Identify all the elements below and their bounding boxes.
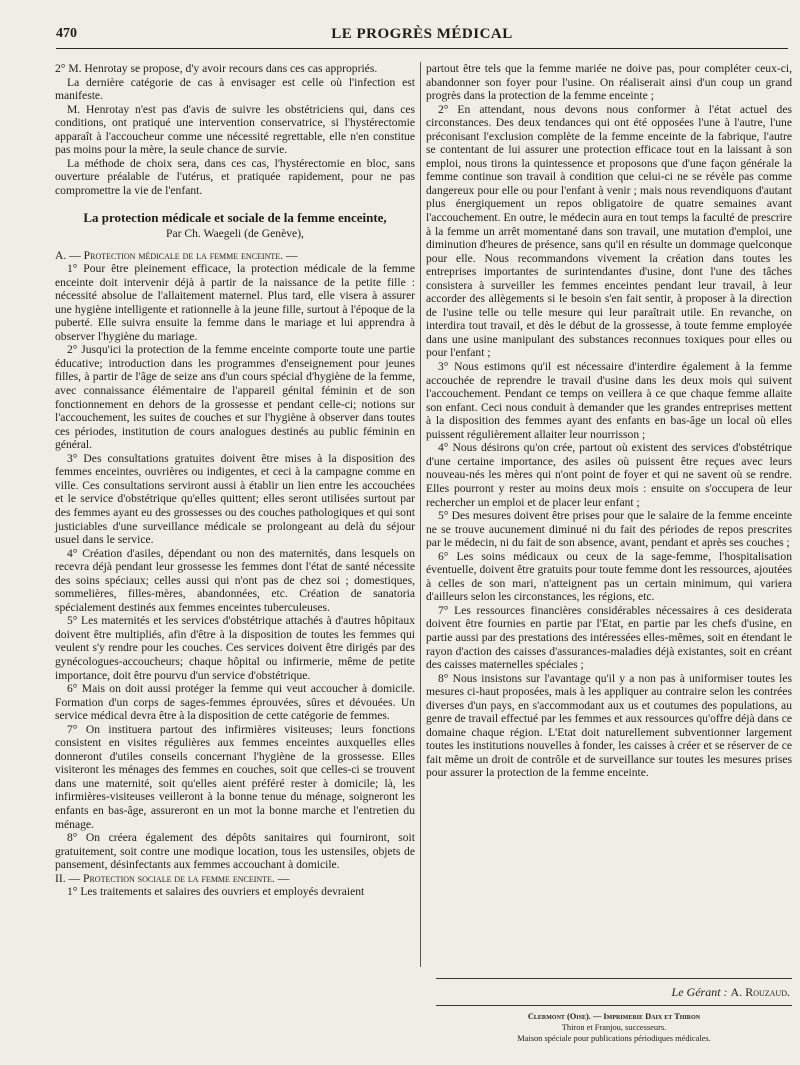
page-footer xyxy=(436,978,792,1044)
imprint xyxy=(436,1011,792,1044)
left-column xyxy=(55,62,415,899)
page-header xyxy=(56,26,788,49)
paragraph: 3° Nous estimons qu'il est nécessaire d'interdire également à la femme accouchée de reprendre le travail d'usine dans les deux mois qui suivent l'accouchement. Pendant ce temps on veillera à ce que chaque femme allaite son enfant. Ceci nous conduit à demander que les grandes entreprises mettent à la disposition des femmes ayant des enfants en bas-âge un local où elles puissent régulièrement allaiter leur nourrisson ; xyxy=(426,360,792,441)
footer-rule xyxy=(436,978,792,979)
paragraph: 4° Création d'asiles, dépendant ou non des maternités, dans lesquels on recevra déjà pendant leur grossesse les femmes dont l'état de santé nécessite des soins spéciaux; celles aussi qui n'ont pas de chez soi ; domestiques, sommelières, filles-mères, abandonnées, etc. Création de sanatoria spécialement destinés aux femmes enceintes tuberculeuses. xyxy=(55,546,415,614)
page-number: 470 xyxy=(56,26,77,41)
paragraph: 6° Les soins médicaux ou ceux de la sage-femme, l'hospitalisation éventuelle, doivent être gratuits pour toute femme dont les ressources, ajoutées à celles de son mari, n'atteignent pas un certain minimum, qui variera d'ailleurs selon les circonstances, les régions, etc. xyxy=(426,549,792,604)
paragraph: 3° Des consultations gratuites doivent être mises à la disposition des femmes enceintes, ouvrières ou indigentes, et ceci à la campagne comme en ville. Ces consultations serviront aussi à établir un lien entre les accouchées et le service d'obstétrique qu'elles quittent; elles seront utilisées surtout par des femmes ayant eu des grossesses ou des couches pathologiques et qui sont justiciables d'une surveillance médicale se prolongeant au delà du séjour usuel dans le service. xyxy=(55,451,415,547)
section-heading: II. — Protection sociale de la femme enceinte. — xyxy=(55,871,290,885)
right-column xyxy=(426,62,792,780)
paragraph: 7° Les ressources financières considérables nécessaires à ces desiderata doivent être fournies en partie par l'Etat, en partie par les chefs d'usine, en partie aussi par des prestations des intéressées elles-mêmes, soit en étendant le rayon d'action des caisses d'assurances-maladies déjà existantes, soit en créant des caisses maternelles spéciales ; xyxy=(426,603,792,672)
imprint-line: Clermont (Oise). — Imprimerie Daix et Thiron xyxy=(527,1012,701,1021)
paragraph: 5° Des mesures doivent être prises pour que le salaire de la femme enceinte ne se trouve aucunement diminué ni du fait des périodes de repos prescrites par le médecin, ni du fait de son absence, avant, pendant et après ses couches ; xyxy=(426,509,792,550)
footer-rule xyxy=(436,1005,792,1006)
paragraph: 1° Les traitements et salaires des ouvriers et employés devraient xyxy=(67,885,365,899)
section-heading: A. — Protection médicale de la femme enceinte. — xyxy=(55,248,298,262)
journal-title: LE PROGRÈS MÉDICAL xyxy=(331,26,513,42)
paragraph: 2° Jusqu'ici la protection de la femme enceinte comporte toute une partie éducative; introduction dans les programmes d'enseignement pour jeunes filles, à partir de l'âge de seize ans d'un cours spécial d'hygiène de la femme, avec connaissance élémentaire de l'appareil génital féminin et de son fonctionnement en dehors de la grossesse et pendant celle-ci; notions sur l'accouchement, les suites de couches et sur l'hygiène à observer dans toutes ces périodes, institution de cours analogues destinés au public féminin en général. xyxy=(55,343,415,452)
imprint-line: Maison spéciale pour publications périodiques médicales. xyxy=(517,1034,711,1043)
paragraph: 8° Nous insistons sur l'avantage qu'il y a non pas à uniformiser toutes les mesures ci-haut proposées, mais à les appliquer au contraire selon les contrées diverses d'un pays, en s'accommodant aux us et coutumes des populations, au genre de travail effectué par les femmes et aux ressources qu'offre déjà dans ce domaine chaque région. L'Etat doit naturellement subventionner largement toutes les institutions nouvelles à fonder, les caisses à créer et se réserver de ce fait même un droit de contrôle et de surveillance sur toutes les mesures prises pour assurer la protection de la femme enceinte. xyxy=(426,671,792,780)
article-byline: Par Ch. Waegeli (de Genève), xyxy=(166,227,304,241)
article-title: La protection médicale et sociale de la femme enceinte, xyxy=(83,210,387,226)
paragraph: 2° En attendant, nous devons nous conformer à l'état actuel des circonstances. Des deux tendances qui ont été opposées l'une à l'autre, l'une préconisant l'exclusion complète de la femme enceinte de la fabrique, l'autre se contentant de lui assurer une protection efficace tout en la laissant à son emploi, nous tirons la quintessence et proposons que d'une façon générale la femme continue son travail à condition que celui-ci ne se révèle pas comme dangereux pour elle ou pour l'enfant à venir ; mais nous revendiquons d'autant plus énergiquement un repos obligatoire de quatre semaines avant l'accouchement. En outre, le médecin aura en tout temps la faculté de prescrire à la femme un arrêt momentané dans son travail, une mutation d'emploi, une diminution d'heures de présence, sans qu'il en résulte un dommage quelconque pour elle. Nous recommandons vivement la création dans toutes les entreprises importantes de surintendantes d'usine, dont l'une des tâches consistera à surveiller les femmes enceintes pendant leur travail, à leur accorder des allègements si le besoin s'en fait sentir, à proposer à la direction de l'usine telle ou telle mesure qui leur paraîtrait utile. En revanche, on interdira tout travail, et dès le début de la grossesse, à toute femme employée dans une usine manipulant des substances reconnues toxiques pour elles ou pour l'enfant ; xyxy=(426,102,792,360)
paragraph: La dernière catégorie de cas à envisager est celle où l'infection est manifeste. xyxy=(55,75,415,103)
paragraph: 6° Mais on doit aussi protéger la femme qui veut accoucher à domicile. Formation d'un corps de sages-femmes éprouvées, sûres et dévouées. Un service médical devra être à la disposition de cette catégorie de femmes. xyxy=(55,682,415,723)
imprint-line: Thiron et Franjou, successeurs. xyxy=(561,1023,667,1032)
paragraph: 4° Nous désirons qu'on crée, partout où existent des services d'obstétrique d'une certaine importance, des asiles où puissent être reçues avec leurs nouveau-nés les mères qui n'ont point de foyer et qui ne savent où se rendre. Elles pourront y rester au moins deux mois : ensuite on s'occupera de leur rechercher un emploi et de placer leur enfant ; xyxy=(426,441,792,509)
paragraph: 7° On instituera partout des infirmières visiteuses; leurs fonctions consistent en visites régulières aux femmes enceintes auxquelles elles donneront d'utiles conseils concernant l'hygiène de la grossesse. Elles visiteront les ménages des femmes en couches, soit que celles-ci se trouvent dans une maternité, soit qu'elles aient préféré rester à domicile; là, les infirmières-visiteuses veilleront à la bonne tenue du ménage, soigneront les enfants en bas-âge, assureront en un mot la bonne marche et l'entretien du ménage. xyxy=(55,722,415,831)
paragraph: 8° On créera également des dépôts sanitaires qui fourniront, soit gratuitement, soit contre une modique location, tous les ustensiles, objets de pansement, désinfectants aux femmes accouchant à domicile. xyxy=(55,831,415,872)
paragraph: 5° Les maternités et les services d'obstétrique attachés à d'autres hôpitaux doivent être multipliés, afin d'être à la disposition de toutes les femmes qui veulent s'y rendre pour les couches. Ces services doivent être dirigés par des gynécologues-accoucheurs; chaque hôpital ou infirmerie, même de petite importance, doit être pourvu d'un service d'obstétrique. xyxy=(55,614,415,682)
gerant-line xyxy=(436,985,792,1000)
column-divider xyxy=(420,62,421,967)
gerant-name: A. Rouzaud. xyxy=(730,985,790,999)
paragraph: 2° M. Henrotay se propose, d'y avoir recours dans ces cas appropriés. xyxy=(55,62,378,75)
gerant-label: Le Gérant : xyxy=(671,985,728,999)
paragraph: La méthode de choix sera, dans ces cas, l'hystérectomie en bloc, sans ouverture préalable de l'utérus, et pratiquée rapidement, pour ne pas compromettre la vie de l'enfant. xyxy=(55,156,415,197)
paragraph: M. Henrotay n'est pas d'avis de suivre les obstétriciens qui, dans ces conditions, ont pratiqué une intervention conservatrice, si l'hystérectomie apparaît à l'accoucheur comme une nécessité regrettable, elle n'en constitue pas moins pour la mère, la seule chance de survie. xyxy=(55,102,415,157)
paragraph: partout être tels que la femme mariée ne doive pas, pour compléter ceux-ci, abandonner son foyer pour l'usine. On réaliserait ainsi d'un coup un grand progrès dans la protection de la femme enceinte ; xyxy=(426,62,792,103)
paragraph: 1° Pour être pleinement efficace, la protection médicale de la femme enceinte doit intervenir déjà à partir de la naissance de la petite fille : nécessité absolue de l'allaitement maternel. Plus tard, elle visera à assurer une hygiène intelligente et rationnelle à la jeune fille, surtout à l'époque de la puberté. Elle suivra ensuite la femme dans le mariage et lui apprendra à observer l'hygiène du mariage. xyxy=(55,262,415,343)
